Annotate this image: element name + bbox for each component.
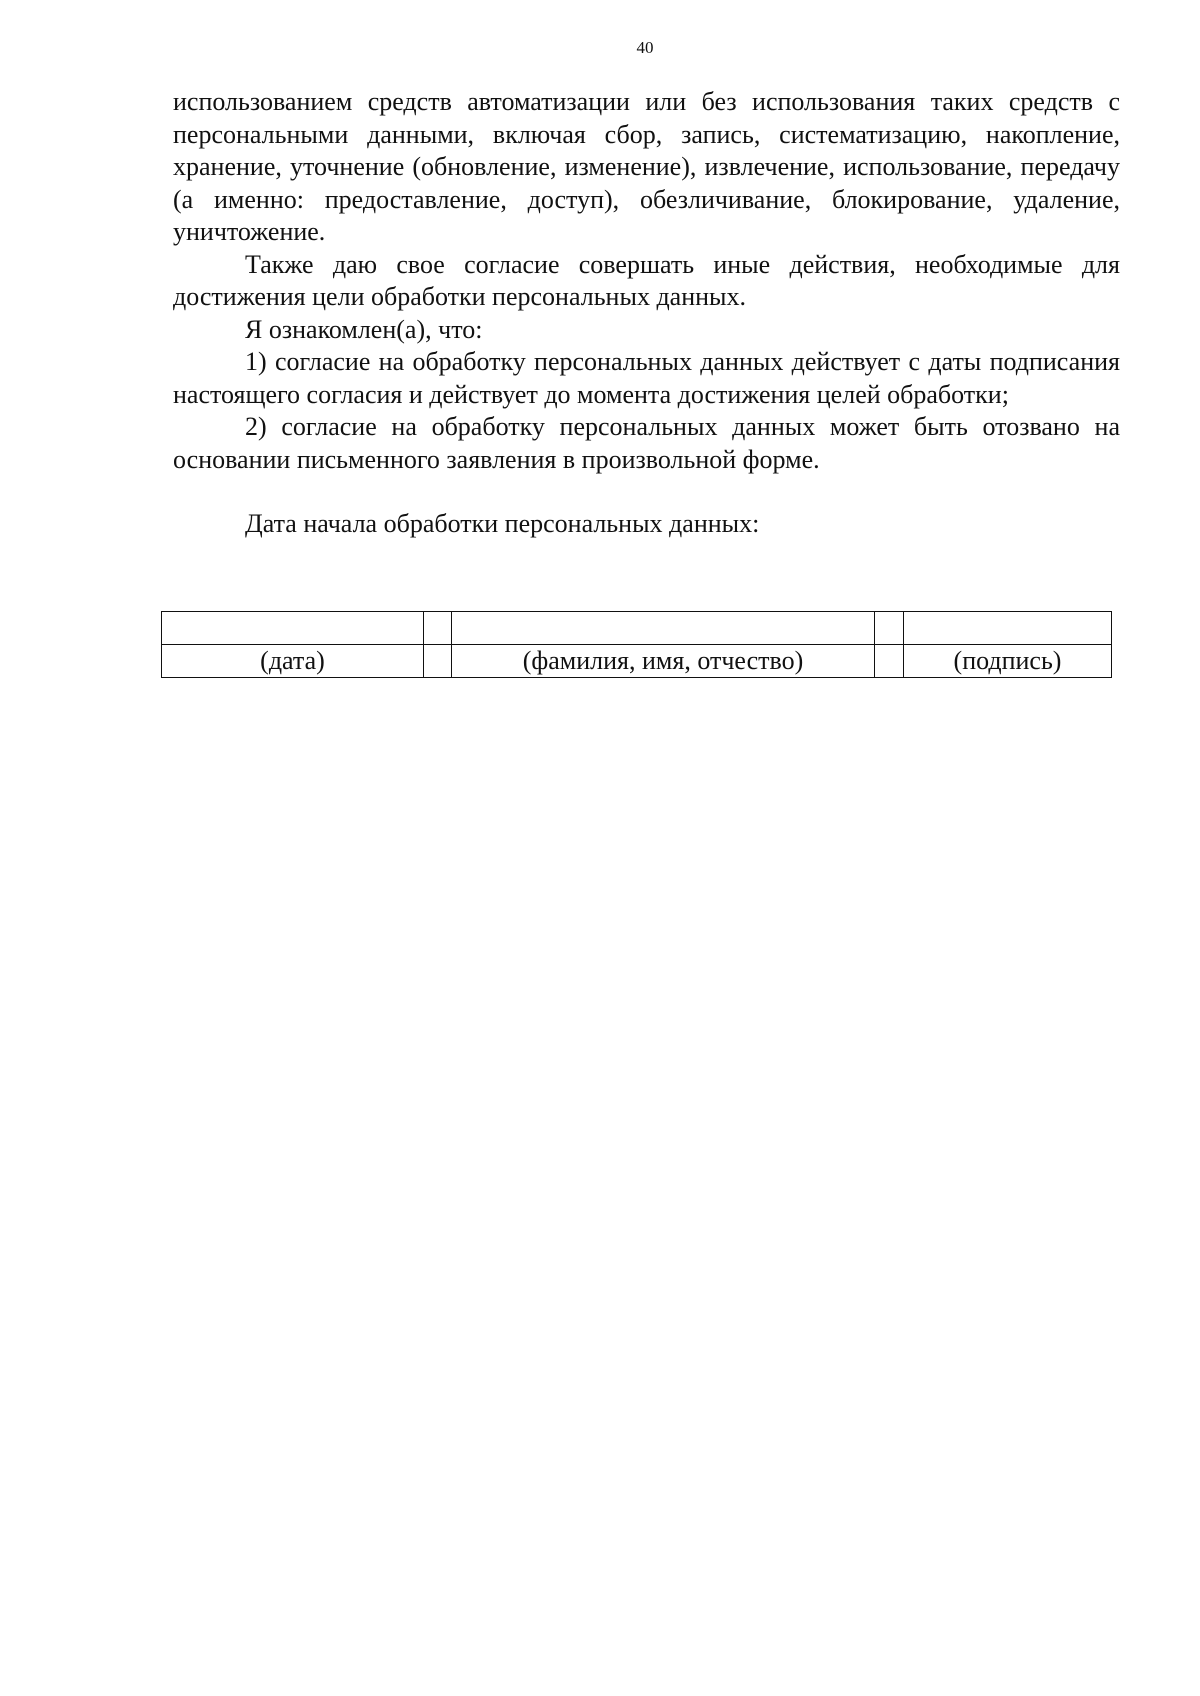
signature-label-row xyxy=(162,645,1112,678)
full-name-label: (фамилия, имя, отчество) xyxy=(452,645,875,678)
paragraph-item-1: 1) согласие на обработку персональных данных действует с даты подписания настоящего согласия и действует до момента достижения целей обработки; xyxy=(173,347,1120,409)
spacer-cell xyxy=(424,612,452,645)
document-body xyxy=(173,86,1120,541)
paragraph-item-2: 2) согласие на обработку персональных данных может быть отозвано на основании письменного заявления в произвольной форме. xyxy=(173,412,1120,474)
page-number: 40 xyxy=(636,38,654,57)
paragraph-processing-actions: использованием средств автоматизации или без использования таких средств с персональными данными, включая сбор, запись, систематизацию, накопление, хранение, уточнение (обновление, изменение), извлечение, использование, передачу (а именно: предоставление, доступ), обезличивание, блокирование, удаление, уничтожение. xyxy=(173,87,1120,246)
signature-label: (подпись) xyxy=(904,645,1112,678)
spacer-cell xyxy=(875,645,904,678)
signature-field[interactable] xyxy=(904,612,1112,645)
date-field[interactable] xyxy=(162,612,424,645)
signature-table xyxy=(161,611,1112,678)
paragraph-acknowledged: Я ознакомлен(а), что: xyxy=(245,314,483,344)
date-label: (дата) xyxy=(162,645,424,678)
spacer-cell xyxy=(875,612,904,645)
spacer-cell xyxy=(424,645,452,678)
paragraph-consent-other-actions: Также даю свое согласие совершать иные действия, необходимые для достижения цели обработки персональных данных. xyxy=(173,249,1120,311)
full-name-field[interactable] xyxy=(452,612,875,645)
paragraph-start-date: Дата начала обработки персональных данных: xyxy=(245,509,760,538)
signature-fill-row xyxy=(162,612,1112,645)
